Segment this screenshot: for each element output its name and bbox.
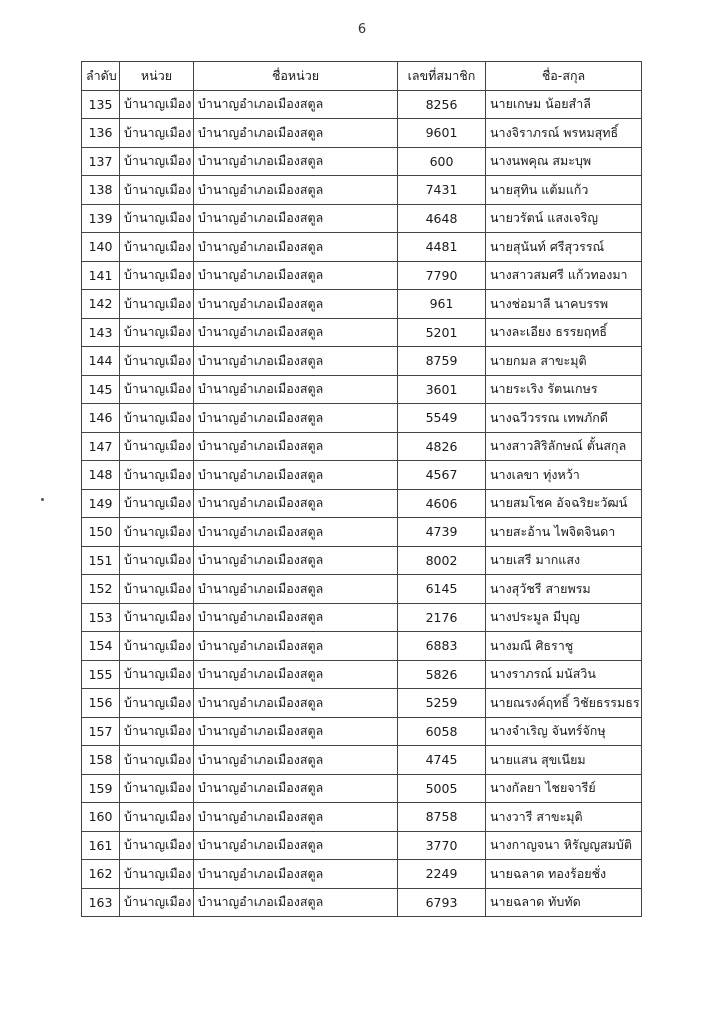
header-unit: หน่วย (120, 62, 194, 91)
cell-order: 163 (82, 888, 120, 917)
cell-member-number: 5826 (398, 660, 486, 689)
cell-member-number: 2249 (398, 860, 486, 889)
cell-unit-name: บำนาญอำเภอเมืองสตูล (194, 347, 398, 376)
table-row (82, 404, 642, 433)
table-row (82, 888, 642, 917)
cell-order: 146 (82, 404, 120, 433)
cell-unit-name: บำนาญอำเภอเมืองสตูล (194, 147, 398, 176)
cell-order: 160 (82, 803, 120, 832)
header-order: ลำดับ (82, 62, 120, 91)
table-row (82, 660, 642, 689)
cell-unit-name: บำนาญอำเภอเมืองสตูล (194, 632, 398, 661)
cell-unit-name: บำนาญอำเภอเมืองสตูล (194, 461, 398, 490)
cell-full-name: นายกมล สาขะมุติ (486, 347, 642, 376)
cell-order: 154 (82, 632, 120, 661)
cell-member-number: 5201 (398, 318, 486, 347)
cell-full-name: นางกัลยา ไชยจารีย์ (486, 774, 642, 803)
cell-full-name: นายระเริง รัตนเกษร (486, 375, 642, 404)
cell-unit-name: บำนาญอำเภอเมืองสตูล (194, 404, 398, 433)
cell-member-number: 4745 (398, 746, 486, 775)
cell-order: 139 (82, 204, 120, 233)
cell-order: 150 (82, 518, 120, 547)
cell-order: 148 (82, 461, 120, 490)
cell-unit-name: บำนาญอำเภอเมืองสตูล (194, 489, 398, 518)
cell-member-number: 4648 (398, 204, 486, 233)
cell-full-name: นางราภรณ์ มนัสวิน (486, 660, 642, 689)
cell-member-number: 8002 (398, 546, 486, 575)
cell-full-name: นายฉลาด ทับทัด (486, 888, 642, 917)
cell-unit-name: บำนาญอำเภอเมืองสตูล (194, 90, 398, 119)
cell-unit-name: บำนาญอำเภอเมืองสตูล (194, 119, 398, 148)
cell-unit-name: บำนาญอำเภอเมืองสตูล (194, 746, 398, 775)
cell-unit-name: บำนาญอำเภอเมืองสตูล (194, 888, 398, 917)
cell-member-number: 2176 (398, 603, 486, 632)
table-row (82, 90, 642, 119)
cell-order: 137 (82, 147, 120, 176)
table-row (82, 689, 642, 718)
cell-unit-name: บำนาญอำเภอเมืองสตูล (194, 261, 398, 290)
table-row (82, 147, 642, 176)
cell-unit: บ้านาญเมือง (120, 660, 194, 689)
cell-full-name: นายณรงค์ฤทธิ์ วิชัยธรรมธร (486, 689, 642, 718)
cell-unit-name: บำนาญอำเภอเมืองสตูล (194, 689, 398, 718)
scan-speck (41, 498, 44, 501)
cell-unit: บ้านาญเมือง (120, 176, 194, 205)
cell-order: 162 (82, 860, 120, 889)
table-row (82, 204, 642, 233)
cell-unit-name: บำนาญอำเภอเมืองสตูล (194, 831, 398, 860)
cell-unit-name: บำนาญอำเภอเมืองสตูล (194, 660, 398, 689)
cell-order: 141 (82, 261, 120, 290)
cell-unit-name: บำนาญอำเภอเมืองสตูล (194, 603, 398, 632)
cell-full-name: นางกาญจนา หิรัญญสมบัติ (486, 831, 642, 860)
cell-unit-name: บำนาญอำเภอเมืองสตูล (194, 860, 398, 889)
cell-full-name: นายฉลาด ทองร้อยชั่ง (486, 860, 642, 889)
cell-full-name: นายสะอ้าน ไพจิตจินดา (486, 518, 642, 547)
cell-member-number: 7790 (398, 261, 486, 290)
cell-member-number: 8758 (398, 803, 486, 832)
table-row (82, 518, 642, 547)
cell-full-name: นางช่อมาลี นาคบรรพ (486, 290, 642, 319)
cell-member-number: 3770 (398, 831, 486, 860)
cell-unit: บ้านาญเมือง (120, 261, 194, 290)
cell-order: 136 (82, 119, 120, 148)
cell-order: 152 (82, 575, 120, 604)
table-row (82, 375, 642, 404)
cell-full-name: นายเสรี มากแสง (486, 546, 642, 575)
cell-member-number: 4481 (398, 233, 486, 262)
cell-unit: บ้านาญเมือง (120, 888, 194, 917)
cell-unit: บ้านาญเมือง (120, 318, 194, 347)
cell-unit-name: บำนาญอำเภอเมืองสตูล (194, 518, 398, 547)
cell-order: 153 (82, 603, 120, 632)
cell-member-number: 4739 (398, 518, 486, 547)
cell-member-number: 8256 (398, 90, 486, 119)
table-row (82, 746, 642, 775)
cell-unit: บ้านาญเมือง (120, 546, 194, 575)
cell-order: 151 (82, 546, 120, 575)
header-member-number: เลขที่สมาชิก (398, 62, 486, 91)
cell-unit: บ้านาญเมือง (120, 774, 194, 803)
cell-unit: บ้านาญเมือง (120, 147, 194, 176)
member-table (81, 61, 642, 917)
cell-full-name: นายเกษม น้อยสำลี (486, 90, 642, 119)
table-row (82, 860, 642, 889)
cell-unit-name: บำนาญอำเภอเมืองสตูล (194, 233, 398, 262)
cell-member-number: 7431 (398, 176, 486, 205)
cell-order: 147 (82, 432, 120, 461)
cell-unit-name: บำนาญอำเภอเมืองสตูล (194, 176, 398, 205)
cell-unit-name: บำนาญอำเภอเมืองสตูล (194, 803, 398, 832)
cell-unit: บ้านาญเมือง (120, 803, 194, 832)
table-row (82, 290, 642, 319)
cell-full-name: นางนพคุณ สมะบุพ (486, 147, 642, 176)
cell-unit: บ้านาญเมือง (120, 518, 194, 547)
cell-order: 158 (82, 746, 120, 775)
cell-order: 159 (82, 774, 120, 803)
cell-member-number: 4606 (398, 489, 486, 518)
table-row (82, 432, 642, 461)
table-row (82, 603, 642, 632)
table-row (82, 803, 642, 832)
cell-member-number: 600 (398, 147, 486, 176)
cell-unit: บ้านาญเมือง (120, 489, 194, 518)
cell-full-name: นางละเอียง ธรรยฤทธิ์ (486, 318, 642, 347)
cell-order: 140 (82, 233, 120, 262)
cell-member-number: 5259 (398, 689, 486, 718)
cell-unit-name: บำนาญอำเภอเมืองสตูล (194, 290, 398, 319)
cell-full-name: นายวรัตน์ แสงเจริญ (486, 204, 642, 233)
cell-full-name: นางสาวสิริลักษณ์ ตั้นสกุล (486, 432, 642, 461)
cell-member-number: 961 (398, 290, 486, 319)
cell-order: 155 (82, 660, 120, 689)
cell-unit: บ้านาญเมือง (120, 404, 194, 433)
table-row (82, 233, 642, 262)
cell-member-number: 8759 (398, 347, 486, 376)
header-full-name: ชื่อ-สกุล (486, 62, 642, 91)
cell-unit-name: บำนาญอำเภอเมืองสตูล (194, 375, 398, 404)
cell-full-name: นางจำเริญ จันทร์จักษุ (486, 717, 642, 746)
cell-unit: บ้านาญเมือง (120, 575, 194, 604)
cell-full-name: นางมณี ศิธราชู (486, 632, 642, 661)
header-unit-name: ชื่อหน่วย (194, 62, 398, 91)
cell-member-number: 5005 (398, 774, 486, 803)
cell-full-name: นางเลขา ทุ่งหว้า (486, 461, 642, 490)
cell-unit-name: บำนาญอำเภอเมืองสตูล (194, 318, 398, 347)
cell-order: 157 (82, 717, 120, 746)
table-row (82, 546, 642, 575)
cell-order: 143 (82, 318, 120, 347)
cell-order: 142 (82, 290, 120, 319)
cell-full-name: นายแสน สุขเนียม (486, 746, 642, 775)
cell-unit-name: บำนาญอำเภอเมืองสตูล (194, 546, 398, 575)
table-row (82, 461, 642, 490)
cell-unit: บ้านาญเมือง (120, 204, 194, 233)
cell-unit-name: บำนาญอำเภอเมืองสตูล (194, 774, 398, 803)
cell-full-name: นางวารี สาขะมุติ (486, 803, 642, 832)
cell-full-name: นายสุทิน แต้มแก้ว (486, 176, 642, 205)
table-row (82, 831, 642, 860)
cell-member-number: 5549 (398, 404, 486, 433)
cell-member-number: 6793 (398, 888, 486, 917)
cell-unit: บ้านาญเมือง (120, 831, 194, 860)
cell-order: 144 (82, 347, 120, 376)
cell-full-name: นางสุวัชรี สายพรม (486, 575, 642, 604)
cell-unit: บ้านาญเมือง (120, 603, 194, 632)
cell-order: 138 (82, 176, 120, 205)
table-row (82, 176, 642, 205)
cell-order: 135 (82, 90, 120, 119)
cell-full-name: นายสุนันท์ ศรีสุวรรณ์ (486, 233, 642, 262)
cell-member-number: 4826 (398, 432, 486, 461)
cell-unit-name: บำนาญอำเภอเมืองสตูล (194, 204, 398, 233)
cell-unit: บ้านาญเมือง (120, 119, 194, 148)
table-row (82, 717, 642, 746)
cell-unit: บ้านาญเมือง (120, 746, 194, 775)
cell-member-number: 6883 (398, 632, 486, 661)
cell-unit-name: บำนาญอำเภอเมืองสตูล (194, 432, 398, 461)
cell-order: 161 (82, 831, 120, 860)
cell-unit: บ้านาญเมือง (120, 461, 194, 490)
table-row (82, 347, 642, 376)
cell-member-number: 3601 (398, 375, 486, 404)
table-row (82, 489, 642, 518)
cell-unit: บ้านาญเมือง (120, 233, 194, 262)
cell-member-number: 9601 (398, 119, 486, 148)
cell-unit: บ้านาญเมือง (120, 347, 194, 376)
cell-unit: บ้านาญเมือง (120, 90, 194, 119)
cell-unit-name: บำนาญอำเภอเมืองสตูล (194, 717, 398, 746)
table-body (82, 90, 642, 917)
table-row (82, 318, 642, 347)
cell-member-number: 6058 (398, 717, 486, 746)
table-row (82, 632, 642, 661)
cell-unit: บ้านาญเมือง (120, 632, 194, 661)
cell-unit: บ้านาญเมือง (120, 717, 194, 746)
cell-order: 149 (82, 489, 120, 518)
cell-unit: บ้านาญเมือง (120, 375, 194, 404)
cell-order: 145 (82, 375, 120, 404)
cell-full-name: นางประมูล มีบุญ (486, 603, 642, 632)
table-row (82, 261, 642, 290)
cell-full-name: นางจิราภรณ์ พรหมสุทธิ์ (486, 119, 642, 148)
cell-unit: บ้านาญเมือง (120, 860, 194, 889)
cell-full-name: นางฉวีวรรณ เทพภักดี (486, 404, 642, 433)
cell-member-number: 6145 (398, 575, 486, 604)
cell-member-number: 4567 (398, 461, 486, 490)
cell-unit: บ้านาญเมือง (120, 432, 194, 461)
cell-unit-name: บำนาญอำเภอเมืองสตูล (194, 575, 398, 604)
page-number: 6 (357, 22, 367, 37)
table-row (82, 119, 642, 148)
cell-unit: บ้านาญเมือง (120, 689, 194, 718)
table-row (82, 575, 642, 604)
cell-unit: บ้านาญเมือง (120, 290, 194, 319)
table-row (82, 774, 642, 803)
cell-full-name: นายสมโชค อัจฉริยะวัฒน์ (486, 489, 642, 518)
cell-full-name: นางสาวสมศรี แก้วทองมา (486, 261, 642, 290)
header-row (82, 62, 642, 91)
cell-order: 156 (82, 689, 120, 718)
